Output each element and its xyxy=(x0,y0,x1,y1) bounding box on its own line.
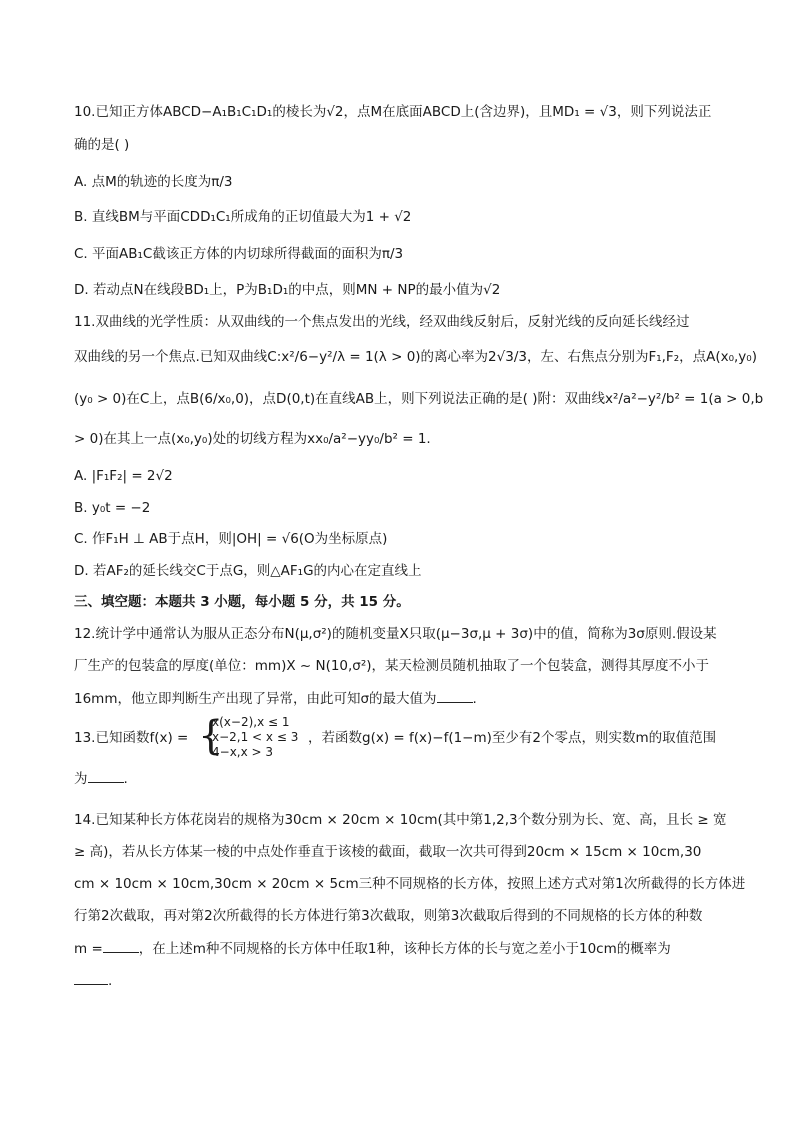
q10-stem-line2: 确的是( ) xyxy=(74,137,130,153)
q11-option-b: B. y₀t = −2 xyxy=(74,500,151,516)
q12-line3-text: 16mm，他立即判断生产出现了异常，由此可知σ的最大值为 xyxy=(74,691,437,707)
q11-option-c: C. 作F₁H ⊥ AB于点H，则|OH| = √6(O为坐标原点) xyxy=(74,531,388,547)
q14-period: . xyxy=(108,973,113,989)
q13-case-2: x−2,1 < x ≤ 3 xyxy=(212,730,299,744)
q13-suffix: ，若函数g(x) = f(x)−f(1−m)至少有2个零点，则实数m的取值范围 xyxy=(308,730,717,746)
q14-line6 xyxy=(74,970,112,991)
q14-m-equals: m = xyxy=(74,941,103,957)
q14-line5-text: ，在上述m种不同规格的长方体中任取1种，该种长方体的长与宽之差小于10cm的概率为 xyxy=(138,941,671,957)
q10-stem-line1: 10.已知正方体ABCD−A₁B₁C₁D₁的棱长为√2，点M在底面ABCD上(含边界)，且MD₁ = √3，则下列说法正 xyxy=(74,104,712,120)
q10-option-c: C. 平面AB₁C截该正方体的内切球所得截面的面积为π/3 xyxy=(74,246,404,262)
q11-stem-line1: 11.双曲线的光学性质：从双曲线的一个焦点发出的光线，经双曲线反射后，反射光线的反向延长线经过 xyxy=(74,314,690,330)
q13-prefix: 13.已知函数f(x) = xyxy=(74,730,189,746)
q12-period: . xyxy=(472,691,477,707)
q13-answer-blank[interactable] xyxy=(88,768,124,783)
q13-case-3: 4−x,x > 3 xyxy=(212,745,274,759)
q10-option-a: A. 点M的轨迹的长度为π/3 xyxy=(74,174,233,190)
q14-answer-blank-2[interactable] xyxy=(74,970,108,985)
q11-stem-line3: (y₀ > 0)在C上，点B(6/x₀,0)，点D(0,t)在直线AB上，则下列说法正确的是( )附：双曲线x²/a²−y²/b² = 1(a > 0,b xyxy=(74,391,764,407)
q13-period: . xyxy=(123,771,128,787)
section-3-heading: 三、填空题：本题共 3 小题，每小题 5 分，共 15 分。 xyxy=(74,594,410,610)
q14-line3: cm × 10cm × 10cm,30cm × 20cm × 5cm三种不同规格的长方体，按照上述方式对第1次所截得的长方体进 xyxy=(74,876,746,892)
q13-case-1: x(x−2),x ≤ 1 xyxy=(212,715,290,729)
q12-line2: 厂生产的包装盒的厚度(单位：mm)X ~ N(10,σ²)，某天检测员随机抽取了一个包装盒，测得其厚度不小于 xyxy=(74,658,710,674)
q10-option-d: D. 若动点N在线段BD₁上，P为B₁D₁的中点，则MN + NP的最小值为√2 xyxy=(74,282,501,298)
q14-line1: 14.已知某种长方体花岗岩的规格为30cm × 20cm × 10cm(其中第1,2,3个数分别为长、宽、高，且长 ≥ 宽 xyxy=(74,812,727,828)
q11-stem-line2: 双曲线的另一个焦点.已知双曲线C:x²/6−y²/λ = 1(λ > 0)的离心率为2√3/3，左、右焦点分别为F₁,F₂，点A(x₀,y₀) xyxy=(74,349,757,365)
q14-line2: ≥ 高)，若从长方体某一棱的中点处作垂直于该棱的截面，截取一次共可得到20cm × 15cm × 10cm,30 xyxy=(74,844,702,860)
q14-line4: 行第2次截取，再对第2次所截得的长方体进行第3次截取，则第3次截取后得到的不同规格的长方体的种数 xyxy=(74,908,703,924)
q12-line1: 12.统计学中通常认为服从正态分布N(μ,σ²)的随机变量X只取(μ−3σ,μ + 3σ)中的值，简称为3σ原则.假设某 xyxy=(74,626,717,642)
q13-brace: { xyxy=(198,713,224,759)
q10-option-b: B. 直线BM与平面CDD₁C₁所成角的正切值最大为1 + √2 xyxy=(74,209,412,225)
q14-answer-blank-1[interactable] xyxy=(103,938,139,953)
q13-line2-text: 为 xyxy=(74,771,88,787)
q14-line5 xyxy=(74,938,671,959)
q11-stem-line4: > 0)在其上一点(x₀,y₀)处的切线方程为xx₀/a²−yy₀/b² = 1. xyxy=(74,431,431,447)
q11-option-a: A. |F₁F₂| = 2√2 xyxy=(74,468,173,484)
q13-line2 xyxy=(74,768,128,789)
q13-line1 xyxy=(74,728,188,748)
q12-answer-blank[interactable] xyxy=(437,688,473,703)
q12-line3 xyxy=(74,688,477,709)
q11-option-d: D. 若AF₂的延长线交C于点G，则△AF₁G的内心在定直线上 xyxy=(74,563,422,579)
